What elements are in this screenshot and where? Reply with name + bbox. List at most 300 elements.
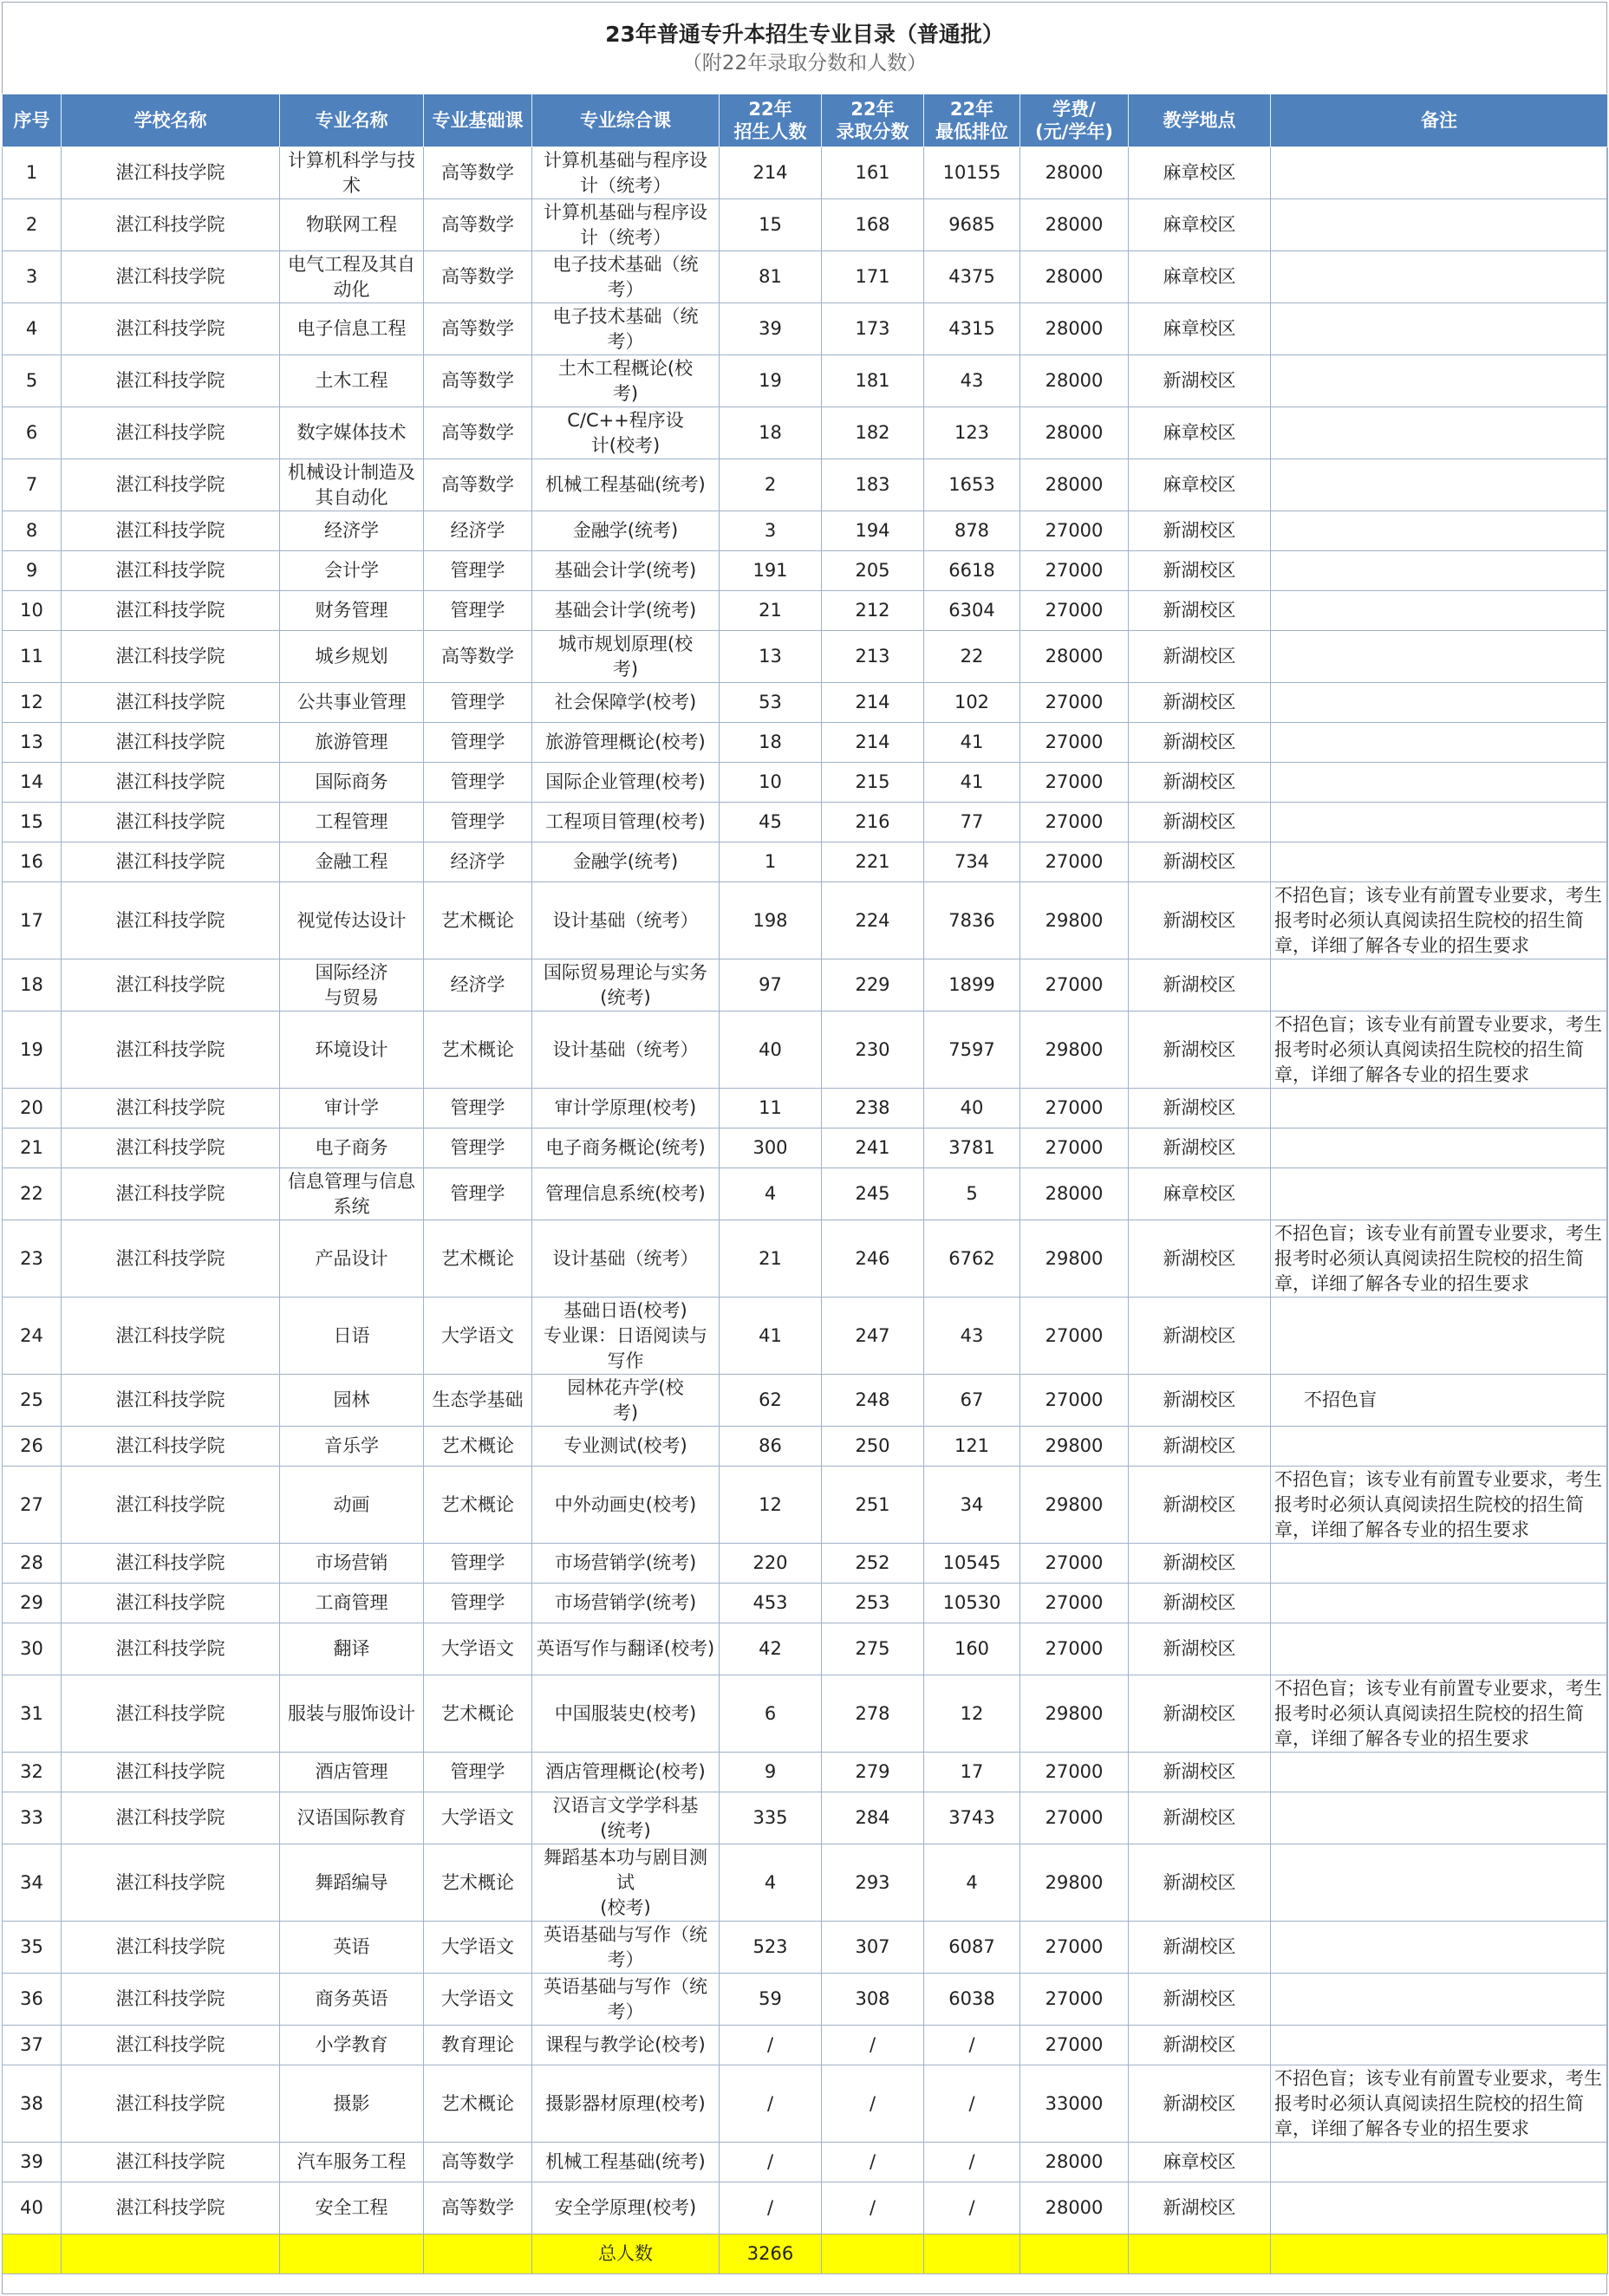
cell-score: 213 <box>822 631 924 683</box>
table-row <box>3 1623 1608 1675</box>
cell-basic-course: 管理学 <box>424 1128 532 1168</box>
cell-no: 18 <box>3 959 62 1011</box>
cell-campus: 麻章校区 <box>1129 459 1271 511</box>
cell-fee: 27000 <box>1020 1544 1129 1584</box>
cell-comprehensive-course: 土木工程概论(校 考) <box>532 355 720 407</box>
total-cell <box>424 2234 532 2274</box>
cell-comprehensive-course: 电子技术基础（统 考） <box>532 251 720 303</box>
cell-fee: 27000 <box>1020 1922 1129 1974</box>
col-header-no: 序号 <box>3 94 62 147</box>
enrollment-table <box>2 94 1608 2274</box>
cell-rank: 7597 <box>924 1011 1020 1089</box>
cell-campus: 新湖校区 <box>1129 1974 1271 2026</box>
cell-basic-course: 艺术概论 <box>424 1467 532 1544</box>
cell-score: / <box>822 2026 924 2065</box>
cell-fee: 27000 <box>1020 591 1129 631</box>
cell-rank: 6038 <box>924 1974 1020 2026</box>
cell-comprehensive-course: 设计基础（统考） <box>532 1220 720 1298</box>
cell-enrollment: 214 <box>720 147 822 199</box>
cell-major: 经济学 <box>280 511 424 551</box>
page-title: 23年普通专升本招生专业目录（普通批） <box>605 22 1004 47</box>
cell-rank: / <box>924 2065 1020 2143</box>
cell-major: 产品设计 <box>280 1220 424 1298</box>
cell-enrollment: / <box>720 2143 822 2182</box>
cell-score: 245 <box>822 1168 924 1220</box>
cell-school: 湛江科技学院 <box>62 407 280 459</box>
cell-rank: 1899 <box>924 959 1020 1011</box>
cell-basic-course: 高等数学 <box>424 2143 532 2182</box>
cell-comprehensive-course: 电子技术基础（统 考） <box>532 303 720 355</box>
table-row <box>3 1844 1608 1922</box>
cell-basic-course: 大学语文 <box>424 1623 532 1675</box>
cell-basic-course: 艺术概论 <box>424 1220 532 1298</box>
table-row <box>3 631 1608 683</box>
cell-comprehensive-course: 旅游管理概论(校考) <box>532 723 720 763</box>
cell-rank: 22 <box>924 631 1020 683</box>
cell-enrollment: 300 <box>720 1128 822 1168</box>
cell-no: 20 <box>3 1089 62 1128</box>
cell-rank: 5 <box>924 1168 1020 1220</box>
cell-basic-course: 高等数学 <box>424 355 532 407</box>
cell-enrollment: / <box>720 2182 822 2234</box>
cell-score: 221 <box>822 842 924 882</box>
cell-no: 38 <box>3 2065 62 2143</box>
cell-enrollment: 6 <box>720 1675 822 1753</box>
cell-remarks: 不招色盲；该专业有前置专业要求，考生 报考时必须认真阅读招生院校的招生简 章，详细了解各专业的招生要求 <box>1271 1011 1608 1089</box>
cell-no: 22 <box>3 1168 62 1220</box>
cell-score: 216 <box>822 803 924 842</box>
cell-remarks <box>1271 763 1608 803</box>
cell-score: 161 <box>822 147 924 199</box>
cell-campus: 新湖校区 <box>1129 1128 1271 1168</box>
cell-score: 241 <box>822 1128 924 1168</box>
cell-school: 湛江科技学院 <box>62 1220 280 1298</box>
table-row <box>3 1792 1608 1844</box>
cell-basic-course: 艺术概论 <box>424 1427 532 1467</box>
cell-school: 湛江科技学院 <box>62 1168 280 1220</box>
total-label: 总人数 <box>532 2234 720 2274</box>
cell-basic-course: 教育理论 <box>424 2026 532 2065</box>
cell-campus: 新湖校区 <box>1129 2026 1271 2065</box>
cell-score: 173 <box>822 303 924 355</box>
cell-comprehensive-course: 中国服装史(校考) <box>532 1675 720 1753</box>
cell-basic-course: 大学语文 <box>424 1792 532 1844</box>
cell-no: 25 <box>3 1375 62 1427</box>
cell-no: 21 <box>3 1128 62 1168</box>
cell-enrollment: 18 <box>720 723 822 763</box>
cell-fee: 28000 <box>1020 2143 1129 2182</box>
cell-no: 5 <box>3 355 62 407</box>
cell-basic-course: 高等数学 <box>424 459 532 511</box>
cell-basic-course: 高等数学 <box>424 199 532 251</box>
cell-enrollment: / <box>720 2026 822 2065</box>
cell-basic-course: 高等数学 <box>424 251 532 303</box>
cell-score: 307 <box>822 1922 924 1974</box>
cell-rank: 3781 <box>924 1128 1020 1168</box>
cell-score: 246 <box>822 1220 924 1298</box>
cell-comprehensive-course: 国际贸易理论与实务 (统考) <box>532 959 720 1011</box>
cell-score: 194 <box>822 511 924 551</box>
cell-remarks <box>1271 147 1608 199</box>
cell-comprehensive-course: 中外动画史(校考) <box>532 1467 720 1544</box>
cell-no: 13 <box>3 723 62 763</box>
cell-school: 湛江科技学院 <box>62 1675 280 1753</box>
cell-comprehensive-course: 计算机基础与程序设 计（统考） <box>532 147 720 199</box>
cell-major: 电子信息工程 <box>280 303 424 355</box>
cell-remarks <box>1271 683 1608 723</box>
cell-fee: 27000 <box>1020 2026 1129 2065</box>
cell-rank: 6762 <box>924 1220 1020 1298</box>
cell-major: 园林 <box>280 1375 424 1427</box>
cell-score: 205 <box>822 551 924 591</box>
cell-enrollment: 4 <box>720 1168 822 1220</box>
cell-comprehensive-course: 机械工程基础(统考) <box>532 459 720 511</box>
cell-basic-course: 经济学 <box>424 959 532 1011</box>
cell-major: 动画 <box>280 1467 424 1544</box>
cell-enrollment: 13 <box>720 631 822 683</box>
cell-school: 湛江科技学院 <box>62 1011 280 1089</box>
cell-remarks <box>1271 1792 1608 1844</box>
cell-no: 27 <box>3 1467 62 1544</box>
cell-major: 小学教育 <box>280 2026 424 2065</box>
cell-rank: 7836 <box>924 882 1020 959</box>
cell-comprehensive-course: 机械工程基础(统考) <box>532 2143 720 2182</box>
cell-rank: 41 <box>924 723 1020 763</box>
cell-campus: 麻章校区 <box>1129 2143 1271 2182</box>
cell-score: 248 <box>822 1375 924 1427</box>
table-row <box>3 1427 1608 1467</box>
cell-basic-course: 管理学 <box>424 763 532 803</box>
cell-remarks <box>1271 1753 1608 1792</box>
cell-rank: 878 <box>924 511 1020 551</box>
table-row <box>3 511 1608 551</box>
cell-school: 湛江科技学院 <box>62 511 280 551</box>
cell-major: 城乡规划 <box>280 631 424 683</box>
cell-rank: 10545 <box>924 1544 1020 1584</box>
cell-no: 14 <box>3 763 62 803</box>
cell-no: 35 <box>3 1922 62 1974</box>
cell-remarks: 不招色盲；该专业有前置专业要求，考生 报考时必须认真阅读招生院校的招生简 章，详细了解各专业的招生要求 <box>1271 1467 1608 1544</box>
cell-score: 284 <box>822 1792 924 1844</box>
cell-remarks <box>1271 959 1608 1011</box>
cell-enrollment: 18 <box>720 407 822 459</box>
cell-campus: 新湖校区 <box>1129 1675 1271 1753</box>
cell-rank: 43 <box>924 355 1020 407</box>
cell-basic-course: 高等数学 <box>424 631 532 683</box>
cell-campus: 新湖校区 <box>1129 631 1271 683</box>
total-value: 3266 <box>720 2234 822 2274</box>
cell-major: 日语 <box>280 1298 424 1375</box>
cell-campus: 新湖校区 <box>1129 511 1271 551</box>
table-row <box>3 803 1608 842</box>
cell-campus: 新湖校区 <box>1129 1011 1271 1089</box>
cell-basic-course: 艺术概论 <box>424 2065 532 2143</box>
cell-score: 308 <box>822 1974 924 2026</box>
cell-major: 国际经济 与贸易 <box>280 959 424 1011</box>
cell-remarks <box>1271 1089 1608 1128</box>
cell-score: 181 <box>822 355 924 407</box>
cell-enrollment: 191 <box>720 551 822 591</box>
total-cell <box>924 2234 1020 2274</box>
cell-score: 229 <box>822 959 924 1011</box>
cell-campus: 麻章校区 <box>1129 303 1271 355</box>
cell-enrollment: 453 <box>720 1584 822 1623</box>
cell-enrollment: 59 <box>720 1974 822 2026</box>
cell-campus: 麻章校区 <box>1129 199 1271 251</box>
cell-campus: 新湖校区 <box>1129 1375 1271 1427</box>
cell-remarks <box>1271 723 1608 763</box>
cell-enrollment: 10 <box>720 763 822 803</box>
table-row <box>3 1922 1608 1974</box>
cell-school: 湛江科技学院 <box>62 1792 280 1844</box>
cell-campus: 新湖校区 <box>1129 1544 1271 1584</box>
cell-no: 23 <box>3 1220 62 1298</box>
cell-remarks <box>1271 551 1608 591</box>
cell-fee: 28000 <box>1020 2182 1129 2234</box>
total-cell <box>1129 2234 1271 2274</box>
cell-score: 275 <box>822 1623 924 1675</box>
cell-remarks <box>1271 591 1608 631</box>
table-body <box>3 147 1608 2234</box>
cell-comprehensive-course: 管理信息系统(校考) <box>532 1168 720 1220</box>
cell-campus: 新湖校区 <box>1129 1467 1271 1544</box>
col-header-campus: 教学地点 <box>1129 94 1271 147</box>
cell-campus: 新湖校区 <box>1129 355 1271 407</box>
cell-basic-course: 高等数学 <box>424 2182 532 2234</box>
cell-no: 19 <box>3 1011 62 1089</box>
cell-enrollment: 15 <box>720 199 822 251</box>
cell-enrollment: 523 <box>720 1922 822 1974</box>
cell-campus: 新湖校区 <box>1129 2182 1271 2234</box>
cell-rank: 40 <box>924 1089 1020 1128</box>
cell-major: 翻译 <box>280 1623 424 1675</box>
cell-fee: 28000 <box>1020 407 1129 459</box>
cell-school: 湛江科技学院 <box>62 147 280 199</box>
table-row <box>3 1128 1608 1168</box>
cell-comprehensive-course: 汉语言文学学科基 (统考) <box>532 1792 720 1844</box>
cell-enrollment: 97 <box>720 959 822 1011</box>
cell-remarks: 不招色盲；该专业有前置专业要求，考生 报考时必须认真阅读招生院校的招生简 章，详细了解各专业的招生要求 <box>1271 2065 1608 2143</box>
cell-major: 摄影 <box>280 2065 424 2143</box>
cell-school: 湛江科技学院 <box>62 959 280 1011</box>
cell-comprehensive-course: 摄影器材原理(校考) <box>532 2065 720 2143</box>
cell-fee: 29800 <box>1020 1427 1129 1467</box>
cell-no: 30 <box>3 1623 62 1675</box>
cell-campus: 新湖校区 <box>1129 1427 1271 1467</box>
cell-comprehensive-course: 设计基础（统考） <box>532 882 720 959</box>
table-header-row <box>3 94 1608 147</box>
cell-rank: 6087 <box>924 1922 1020 1974</box>
cell-fee: 27000 <box>1020 1974 1129 2026</box>
cell-school: 湛江科技学院 <box>62 2065 280 2143</box>
cell-comprehensive-course: 专业测试(校考) <box>532 1427 720 1467</box>
cell-remarks: 不招色盲；该专业有前置专业要求，考生 报考时必须认真阅读招生院校的招生简 章，详细了解各专业的招生要求 <box>1271 1675 1608 1753</box>
cell-comprehensive-course: 酒店管理概论(校考) <box>532 1753 720 1792</box>
cell-basic-course: 管理学 <box>424 683 532 723</box>
cell-fee: 27000 <box>1020 763 1129 803</box>
cell-major: 电气工程及其自 动化 <box>280 251 424 303</box>
cell-basic-course: 管理学 <box>424 1544 532 1584</box>
cell-no: 31 <box>3 1675 62 1753</box>
cell-rank: 4 <box>924 1844 1020 1922</box>
cell-campus: 麻章校区 <box>1129 407 1271 459</box>
table-row <box>3 1298 1608 1375</box>
cell-school: 湛江科技学院 <box>62 1298 280 1375</box>
cell-remarks <box>1271 1844 1608 1922</box>
table-row <box>3 1467 1608 1544</box>
col-header-rank: 22年 最低排位 <box>924 94 1020 147</box>
cell-school: 湛江科技学院 <box>62 303 280 355</box>
table-row <box>3 303 1608 355</box>
cell-major: 商务英语 <box>280 1974 424 2026</box>
cell-no: 32 <box>3 1753 62 1792</box>
cell-basic-course: 管理学 <box>424 591 532 631</box>
cell-no: 2 <box>3 199 62 251</box>
cell-comprehensive-course: C/C++程序设 计(校考) <box>532 407 720 459</box>
cell-rank: 123 <box>924 407 1020 459</box>
cell-no: 9 <box>3 551 62 591</box>
cell-remarks <box>1271 1623 1608 1675</box>
cell-remarks <box>1271 2026 1608 2065</box>
cell-remarks: 不招色盲 <box>1271 1375 1608 1427</box>
cell-school: 湛江科技学院 <box>62 2182 280 2234</box>
table-row <box>3 551 1608 591</box>
cell-school: 湛江科技学院 <box>62 591 280 631</box>
cell-comprehensive-course: 城市规划原理(校 考) <box>532 631 720 683</box>
cell-fee: 29800 <box>1020 1675 1129 1753</box>
cell-major: 物联网工程 <box>280 199 424 251</box>
table-row <box>3 1011 1608 1089</box>
cell-remarks <box>1271 1584 1608 1623</box>
cell-rank: / <box>924 2182 1020 2234</box>
cell-campus: 新湖校区 <box>1129 959 1271 1011</box>
cell-rank: / <box>924 2143 1020 2182</box>
cell-major: 视觉传达设计 <box>280 882 424 959</box>
cell-score: 182 <box>822 407 924 459</box>
cell-score: 214 <box>822 683 924 723</box>
cell-school: 湛江科技学院 <box>62 683 280 723</box>
cell-remarks: 不招色盲；该专业有前置专业要求，考生 报考时必须认真阅读招生院校的招生简 章，详细了解各专业的招生要求 <box>1271 1220 1608 1298</box>
cell-major: 国际商务 <box>280 763 424 803</box>
cell-school: 湛江科技学院 <box>62 1844 280 1922</box>
cell-score: 278 <box>822 1675 924 1753</box>
cell-campus: 新湖校区 <box>1129 723 1271 763</box>
cell-enrollment: 42 <box>720 1623 822 1675</box>
cell-fee: 29800 <box>1020 1011 1129 1089</box>
cell-fee: 29800 <box>1020 1844 1129 1922</box>
cell-enrollment: 19 <box>720 355 822 407</box>
cell-basic-course: 高等数学 <box>424 147 532 199</box>
cell-major: 财务管理 <box>280 591 424 631</box>
cell-enrollment: 3 <box>720 511 822 551</box>
cell-comprehensive-course: 基础会计学(统考) <box>532 551 720 591</box>
cell-major: 酒店管理 <box>280 1753 424 1792</box>
cell-fee: 27000 <box>1020 683 1129 723</box>
cell-comprehensive-course: 国际企业管理(校考) <box>532 763 720 803</box>
table-row <box>3 355 1608 407</box>
cell-rank: 77 <box>924 803 1020 842</box>
cell-enrollment: 335 <box>720 1792 822 1844</box>
cell-school: 湛江科技学院 <box>62 2026 280 2065</box>
cell-school: 湛江科技学院 <box>62 459 280 511</box>
cell-school: 湛江科技学院 <box>62 723 280 763</box>
cell-basic-course: 大学语文 <box>424 1922 532 1974</box>
cell-no: 8 <box>3 511 62 551</box>
cell-enrollment: 21 <box>720 591 822 631</box>
cell-comprehensive-course: 设计基础（统考） <box>532 1011 720 1089</box>
table-row <box>3 2026 1608 2065</box>
cell-remarks <box>1271 199 1608 251</box>
cell-score: / <box>822 2065 924 2143</box>
cell-basic-course: 管理学 <box>424 1168 532 1220</box>
cell-basic-course: 艺术概论 <box>424 1844 532 1922</box>
cell-school: 湛江科技学院 <box>62 551 280 591</box>
cell-basic-course: 大学语文 <box>424 1974 532 2026</box>
cell-no: 24 <box>3 1298 62 1375</box>
cell-major: 音乐学 <box>280 1427 424 1467</box>
table-row <box>3 1375 1608 1427</box>
cell-major: 汉语国际教育 <box>280 1792 424 1844</box>
cell-rank: 12 <box>924 1675 1020 1753</box>
cell-no: 10 <box>3 591 62 631</box>
cell-score: 171 <box>822 251 924 303</box>
cell-enrollment: 21 <box>720 1220 822 1298</box>
cell-rank: 121 <box>924 1427 1020 1467</box>
table-row <box>3 1584 1608 1623</box>
col-header-comprehensive-course: 专业综合课 <box>532 94 720 147</box>
cell-enrollment: 12 <box>720 1467 822 1544</box>
page-subtitle: （附22年录取分数和人数） <box>681 52 928 75</box>
cell-major: 汽车服务工程 <box>280 2143 424 2182</box>
cell-remarks <box>1271 1128 1608 1168</box>
cell-school: 湛江科技学院 <box>62 763 280 803</box>
cell-no: 34 <box>3 1844 62 1922</box>
cell-score: 214 <box>822 723 924 763</box>
cell-basic-course: 管理学 <box>424 723 532 763</box>
cell-enrollment: 9 <box>720 1753 822 1792</box>
cell-score: / <box>822 2143 924 2182</box>
cell-fee: 28000 <box>1020 1168 1129 1220</box>
cell-enrollment: 39 <box>720 303 822 355</box>
cell-score: 168 <box>822 199 924 251</box>
cell-campus: 新湖校区 <box>1129 1753 1271 1792</box>
table-row <box>3 2065 1608 2143</box>
cell-rank: 4315 <box>924 303 1020 355</box>
cell-campus: 麻章校区 <box>1129 251 1271 303</box>
cell-campus: 新湖校区 <box>1129 1584 1271 1623</box>
cell-basic-course: 经济学 <box>424 511 532 551</box>
cell-campus: 麻章校区 <box>1129 1168 1271 1220</box>
cell-rank: 43 <box>924 1298 1020 1375</box>
cell-comprehensive-course: 英语写作与翻译(校考) <box>532 1623 720 1675</box>
cell-school: 湛江科技学院 <box>62 631 280 683</box>
table-row <box>3 2143 1608 2182</box>
table-row <box>3 1168 1608 1220</box>
cell-fee: 27000 <box>1020 1623 1129 1675</box>
cell-no: 37 <box>3 2026 62 2065</box>
cell-no: 16 <box>3 842 62 882</box>
col-header-fee: 学费/ (元/学年) <box>1020 94 1129 147</box>
cell-no: 33 <box>3 1792 62 1844</box>
cell-remarks <box>1271 1922 1608 1974</box>
cell-comprehensive-course: 舞蹈基本功与剧目测 试 (校考) <box>532 1844 720 1922</box>
cell-school: 湛江科技学院 <box>62 199 280 251</box>
table-row <box>3 882 1608 959</box>
cell-fee: 29800 <box>1020 1220 1129 1298</box>
cell-campus: 新湖校区 <box>1129 1298 1271 1375</box>
cell-fee: 27000 <box>1020 511 1129 551</box>
cell-major: 计算机科学与技 术 <box>280 147 424 199</box>
